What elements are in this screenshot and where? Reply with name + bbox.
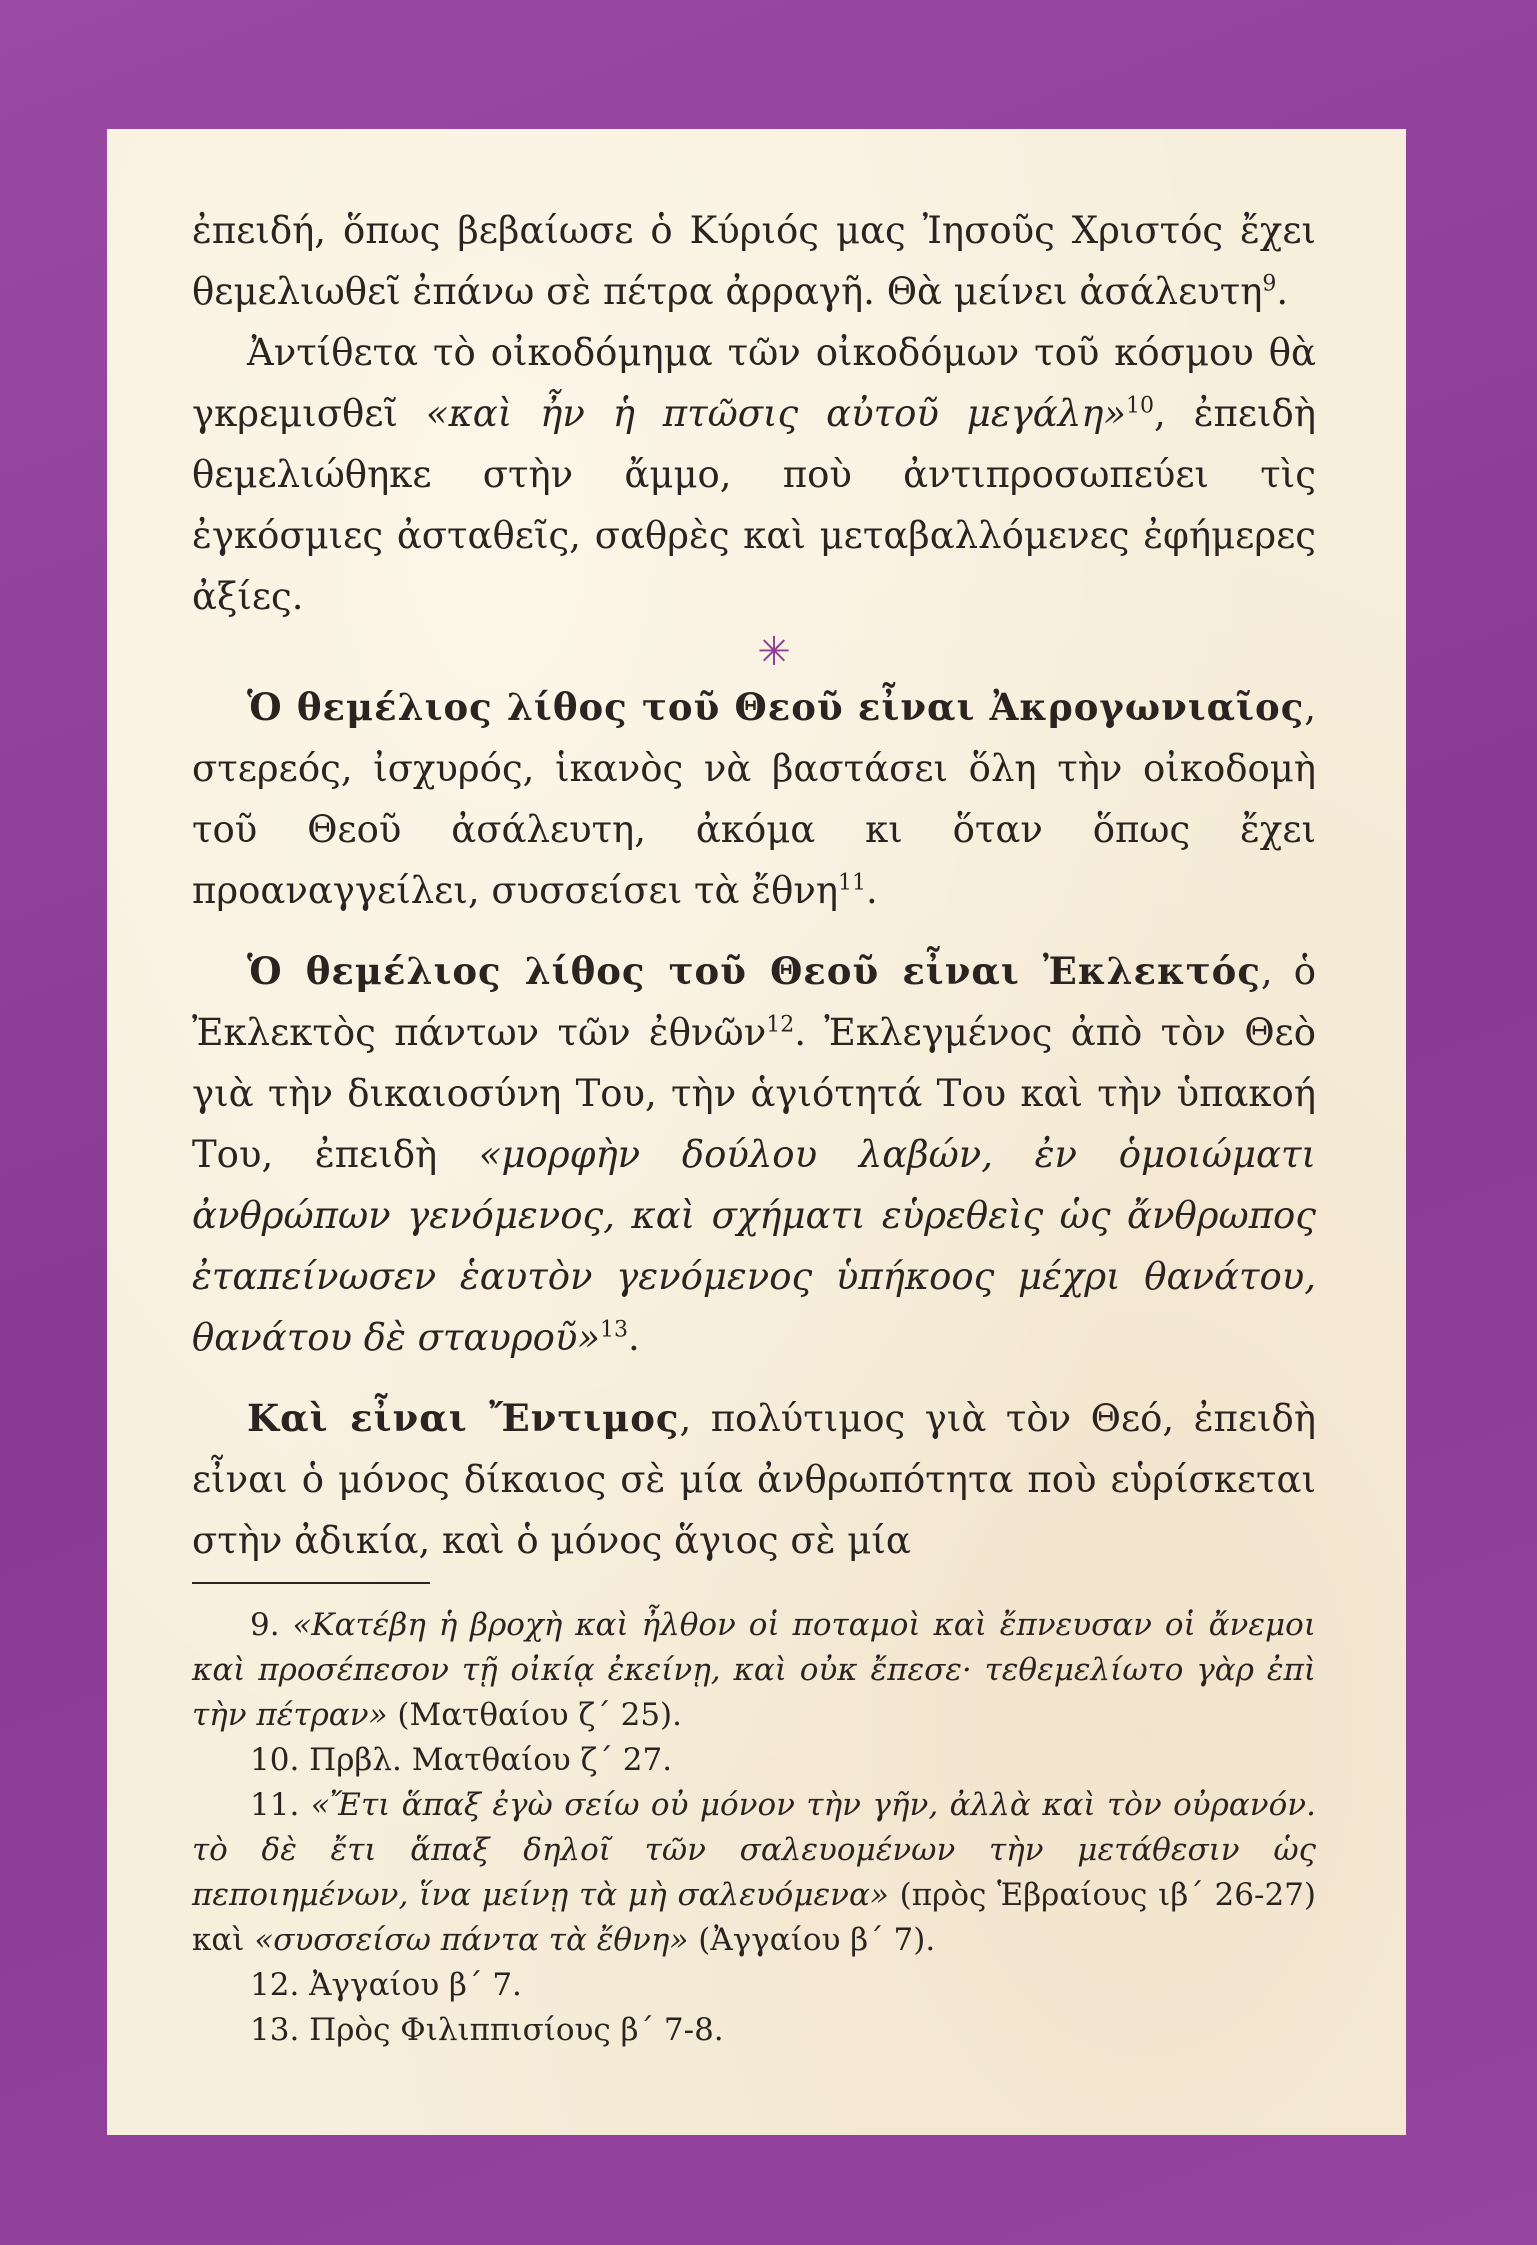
scripture-quote: «καὶ ἦν ἡ πτῶσις αὐτοῦ μεγάλη» xyxy=(425,392,1127,435)
footnote-11 xyxy=(192,1783,1316,1963)
main-text xyxy=(192,200,1316,1571)
footnote-ref-9: 9 xyxy=(1262,271,1277,297)
bold-heading-text: Ὁ θεμέλιος λίθος τοῦ Θεοῦ εἶναι Ἀκρογωνιαῖος xyxy=(247,685,1305,729)
footnote-separator xyxy=(192,1582,430,1584)
paragraph-3 xyxy=(192,677,1316,921)
footnote-number: 11. xyxy=(250,1787,311,1823)
footnote-reference: (Ἀγγαίου β΄ 7). xyxy=(688,1922,936,1958)
scripture-quote: «μορφὴν δούλου λαβών, ἐν ὁμοιώματι ἀνθρώπων γενόμενος, καὶ σχήματι εὑρεθεὶς ὡς ἄνθρωπος ἐταπείνωσεν ἑαυτὸν γενόμενος ὑπήκοος μέχρι θανάτου, θανάτου δὲ σταυροῦ» xyxy=(192,1133,1316,1359)
paragraph-5 xyxy=(192,1388,1316,1571)
footnote-ref-12: 12 xyxy=(766,1012,795,1038)
paragraph-text: , ὁ Ἐκλεκτὸς πάντων τῶν ἐθνῶν xyxy=(192,950,1316,1054)
bold-heading-text: Καὶ εἶναι Ἔντιμος xyxy=(247,1396,680,1440)
footnote-quote: «Κατέβη ἡ βροχὴ καὶ ἦλθον οἱ ποταμοὶ καὶ ἔπνευσαν οἱ ἄνεμοι καὶ προσέπεσον τῇ οἰκίᾳ ἐκείνῃ, καὶ οὐκ ἔπεσε· τεθεμελίωτο γὰρ ἐπὶ τὴν πέτραν» xyxy=(192,1607,1316,1733)
paragraph-text: . Ἐκλεγμένος ἀπὸ τὸν Θεὸ γιὰ τὴν δικαιοσύνη Του, τὴν ἁγιότητά Του καὶ τὴν ὑπακοή Του, ἐπειδὴ xyxy=(192,1011,1316,1176)
footnotes xyxy=(192,1603,1316,2053)
footnote-ref-13: 13 xyxy=(600,1317,628,1343)
footnote-ref-10: 10 xyxy=(1126,393,1155,419)
paragraph-text: , στερεός, ἰσχυρός, ἱκανὸς νὰ βαστάσει ὅλη τὴν οἰκοδομὴ τοῦ Θεοῦ ἀσάλευτη, ἀκόμα κι ὅταν ὅπως ἔχει προαναγγείλει, συσσείσει τὰ ἔθνη xyxy=(192,686,1316,912)
footnote-number: 9. xyxy=(250,1607,293,1643)
paragraph-text: ἐπειδή, ὅπως βεβαίωσε ὁ Κύριός μας Ἰησοῦς Χριστός ἔχει θεμελιωθεῖ ἐπάνω σὲ πέτρα ἀρραγῆ. Θὰ μείνει ἀσάλευτη xyxy=(192,209,1316,313)
paragraph-text: , πολύτιμος γιὰ τὸν Θεό, ἐπειδὴ εἶναι ὁ μόνος δίκαιος σὲ μία ἀνθρωπότητα ποὺ εὑρίσκεται στὴν ἀδικία, καὶ ὁ μόνος ἅγιος σὲ μία xyxy=(192,1397,1316,1562)
paragraph-1 xyxy=(192,200,1316,322)
footnote-9 xyxy=(192,1603,1316,1738)
paragraph-text: . xyxy=(1276,270,1289,313)
footnote-12: 12. Ἀγγαίου β΄ 7. xyxy=(250,1967,522,2003)
book-page xyxy=(107,129,1406,2135)
paragraph-4 xyxy=(192,941,1316,1368)
paragraph-text: Ἀντίθετα τὸ οἰκοδόμημα τῶν οἰκοδόμων τοῦ κόσμου θὰ γκρεμισθεῖ xyxy=(192,331,1316,435)
footnote-quote: «συσσείσω πάντα τὰ ἔθνη» xyxy=(254,1922,689,1958)
footnote-ref-11: 11 xyxy=(838,870,867,896)
section-divider-asterisk: ✳ xyxy=(757,629,791,675)
paragraph-2 xyxy=(192,322,1316,627)
footnote-10: 10. Πρβλ. Ματθαίου ζ΄ 27. xyxy=(250,1742,673,1778)
bold-heading-text: Ὁ θεμέλιος λίθος τοῦ Θεοῦ εἶναι Ἐκλεκτός xyxy=(247,949,1261,993)
paragraph-text: . xyxy=(866,869,878,912)
paragraph-text: . xyxy=(628,1316,640,1359)
footnote-reference: (Ματθαίου ζ΄ 25). xyxy=(387,1697,683,1733)
footnote-13: 13. Πρὸς Φιλιππισίους β΄ 7-8. xyxy=(250,2012,724,2048)
footnote-quote: «Ἔτι ἅπαξ ἐγὼ σείω οὐ μόνον τὴν γῆν, ἀλλὰ καὶ τὸν οὐρανόν. τὸ δὲ ἔτι ἅπαξ δηλοῖ τῶν σαλευομένων τὴν μετάθεσιν ὡς πεποιημένων, ἵνα μείνῃ τὰ μὴ σαλευόμενα» xyxy=(192,1787,1316,1913)
paragraph-text: , ἐπειδὴ θεμελιώθηκε στὴν ἄμμο, ποὺ ἀντιπροσωπεύει τὶς ἐγκόσμιες ἀσταθεῖς, σαθρὲς καὶ μεταβαλλόμενες ἐφήμερες ἀξίες. xyxy=(192,392,1316,618)
footnote-reference: (πρὸς Ἑβραίους ιβ΄ 26-27) καὶ xyxy=(192,1877,1316,1958)
